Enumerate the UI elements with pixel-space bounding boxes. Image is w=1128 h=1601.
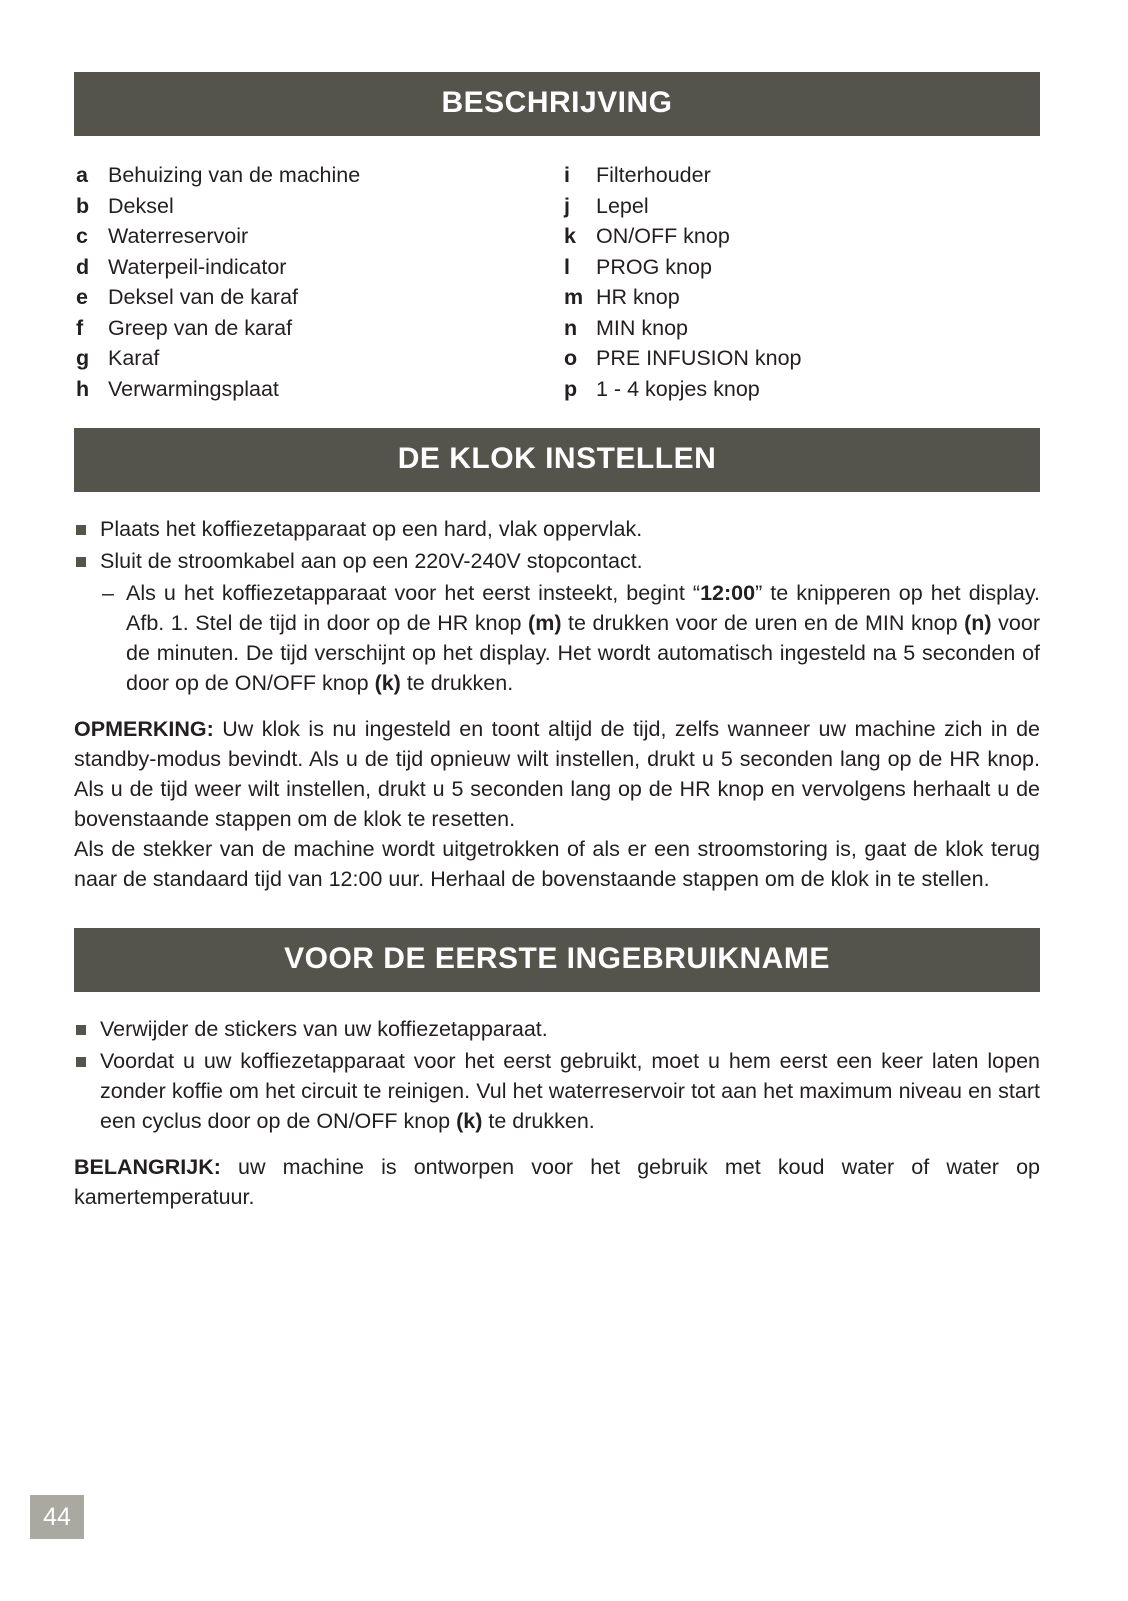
sub-step-text-4: voor de minuten. De tijd verschijnt op het display. Het wordt automatisch ingesteld na 5 seconden of door op de ON/OFF knop <box>126 611 1040 695</box>
list-item <box>74 514 1040 544</box>
sub-step-text-1: Als u het koffiezetapparaat voor het eerst insteekt, begint “ <box>126 581 701 605</box>
page-number: 44 <box>30 1495 84 1539</box>
clock-bullet-list <box>74 514 1040 576</box>
bullet-text: Sluit de stroomkabel aan op een 220V-240V stopcontact. <box>100 549 643 573</box>
item-key: c <box>76 224 88 248</box>
clock-sub-step <box>74 578 1040 698</box>
list-item <box>564 221 802 252</box>
sub-step-text-2: ” te knipperen op het display. Afb. 1. Stel de tijd in door op de HR knop <box>126 581 1040 635</box>
list-item <box>564 191 802 222</box>
list-item <box>74 1014 1040 1044</box>
item-key: m <box>564 285 584 309</box>
section-header-first-use: VOOR DE EERSTE INGEBRUIKNAME <box>74 928 1040 992</box>
item-key: e <box>76 285 88 309</box>
item-key: b <box>76 193 90 218</box>
item-label: PROG knop <box>596 254 712 279</box>
item-key: f <box>76 315 84 340</box>
item-label: 1 - 4 kopjes knop <box>596 376 760 401</box>
item-label: Verwarmingsplaat <box>108 376 279 401</box>
item-key: i <box>564 163 570 187</box>
section-header-description: BESCHRIJVING <box>74 72 1040 136</box>
item-key: p <box>564 376 578 401</box>
list-item <box>564 160 802 191</box>
sub-step-ref-k: (k) <box>374 671 401 695</box>
sub-step-ref-m: (m) <box>528 611 562 635</box>
item-label: Behuizing van de machine <box>108 163 361 187</box>
list-item <box>76 160 360 191</box>
item-label: Deksel van de karaf <box>108 285 299 309</box>
list-item <box>76 343 360 374</box>
square-bullet-icon <box>76 1057 86 1067</box>
list-item <box>74 1046 1040 1136</box>
list-item <box>76 252 360 283</box>
item-label: Deksel <box>108 193 174 218</box>
list-item <box>76 221 360 252</box>
page-content <box>74 72 1040 1212</box>
item-key: d <box>76 254 90 279</box>
sub-step-text-5: te drukken. <box>400 671 514 695</box>
list-item <box>76 313 360 344</box>
sub-step-ref-n: (n) <box>964 611 992 635</box>
list-item <box>76 282 360 313</box>
item-key: l <box>564 254 570 279</box>
list-item <box>76 191 360 222</box>
item-label: Waterpeil-indicator <box>108 254 287 279</box>
item-label: Lepel <box>596 193 649 218</box>
item-label: Filterhouder <box>596 163 711 187</box>
clock-note-paragraph <box>74 714 1040 834</box>
important-label: BELANGRIJK: <box>74 1155 221 1179</box>
list-item <box>76 374 360 405</box>
note-text: Uw klok is nu ingesteld en toont altijd de tijd, zelfs wanneer uw machine zich in de standby-modus bevindt. Als u de tijd opnieuw wilt instellen, drukt u 5 seconden lang op de HR knop. Als u de tijd weer wilt instellen, drukt u 5 seconden lang op de HR knop en vervolgens herhaalt u de bovenstaande stappen om de klok te resetten. <box>74 717 1040 831</box>
list-item <box>564 252 802 283</box>
sub-step-text-3: te drukken voor de uren en de MIN knop <box>561 611 965 635</box>
important-paragraph <box>74 1152 1040 1212</box>
item-label: ON/OFF knop <box>596 224 730 248</box>
square-bullet-icon <box>76 1025 86 1035</box>
list-item <box>74 546 1040 576</box>
item-key: o <box>564 346 578 370</box>
item-label: Greep van de karaf <box>108 315 293 340</box>
item-key: h <box>76 376 90 401</box>
square-bullet-icon <box>76 557 86 567</box>
square-bullet-icon <box>76 525 86 535</box>
bullet-ref-k: (k) <box>456 1109 483 1133</box>
sub-step-time: 12:00 <box>700 581 756 605</box>
description-column-right <box>564 160 802 404</box>
item-key: g <box>76 346 90 370</box>
description-column-left <box>76 160 360 404</box>
item-label: PRE INFUSION knop <box>596 346 802 370</box>
list-item <box>564 282 802 313</box>
list-item <box>564 343 802 374</box>
important-text: uw machine is ontworpen voor het gebruik met koud water of water op kamertemperatuur. <box>74 1155 1040 1209</box>
item-label: Waterreservoir <box>108 224 249 248</box>
note-label: OPMERKING: <box>74 717 214 741</box>
item-label: MIN knop <box>596 315 689 340</box>
clock-reset-paragraph: Als de stekker van de machine wordt uitgetrokken of als er een stroomstoring is, gaat de klok terug naar de standaard tijd van 12:00 uur. Herhaal de bovenstaande stappen om de klok in te stellen. <box>74 837 1040 891</box>
description-list <box>74 160 1040 406</box>
item-key: a <box>76 163 88 187</box>
item-key: k <box>564 224 576 248</box>
item-label: HR knop <box>596 285 680 309</box>
bullet-text-2: te drukken. <box>482 1109 595 1133</box>
list-item <box>564 313 802 344</box>
bullet-text-1: Voordat u uw koffiezetapparaat voor het eerst gebruikt, moet u hem eerst een keer laten lopen zonder koffie om het circuit te reinigen. Vul het waterreservoir tot aan het maximum niveau en start een cyclus door op de ON/OFF knop <box>100 1049 1040 1133</box>
bullet-text: Verwijder de stickers van uw koffiezetapparaat. <box>100 1017 548 1041</box>
bullet-text: Plaats het koffiezetapparaat op een hard, vlak oppervlak. <box>100 517 643 541</box>
section-header-set-clock: DE KLOK INSTELLEN <box>74 428 1040 492</box>
list-item <box>564 374 802 405</box>
item-key: n <box>564 315 578 340</box>
item-key: j <box>564 193 570 218</box>
dash-bullet-icon: – <box>102 581 114 605</box>
first-use-bullet-list <box>74 1014 1040 1136</box>
item-label: Karaf <box>108 346 160 370</box>
